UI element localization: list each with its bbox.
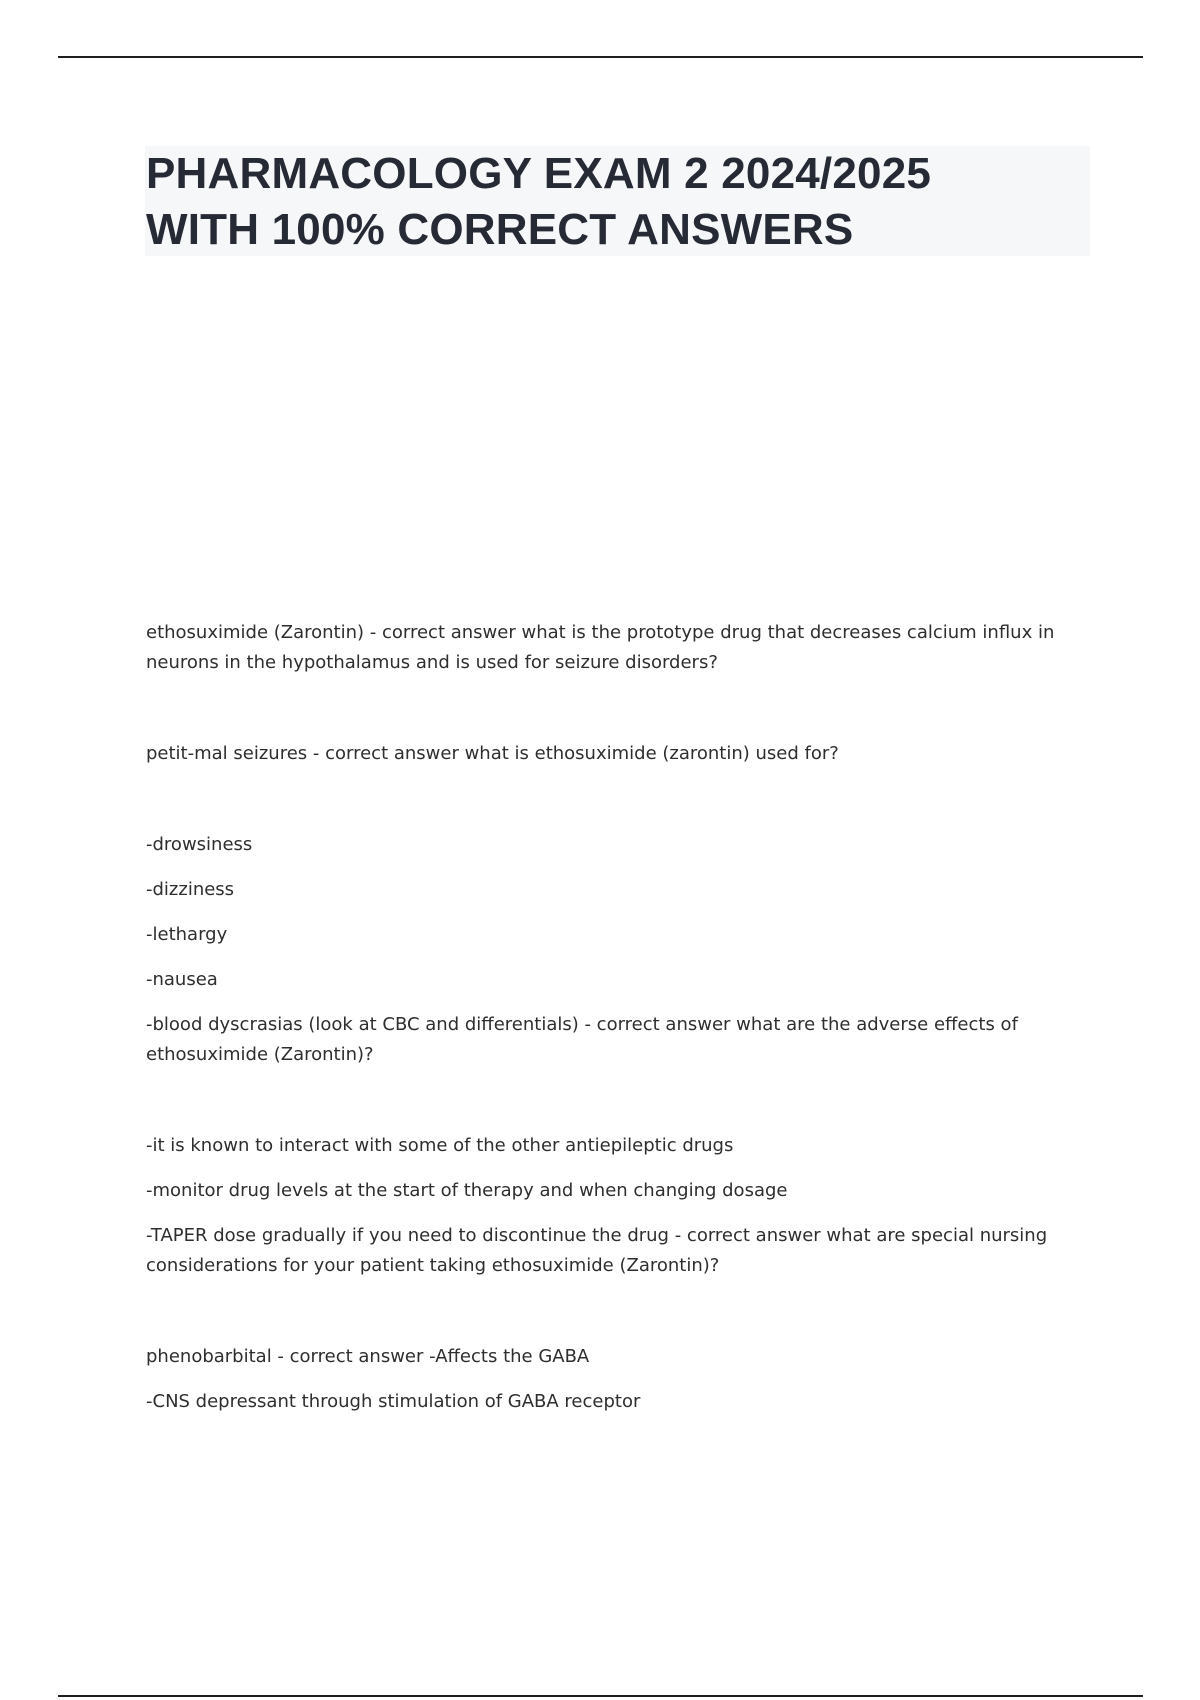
qa-entry [146,830,1076,1070]
entry-paragraph: -TAPER dose gradually if you need to discontinue the drug - correct answer what are special nursing considerations for your patient taking ethosuximide (Zarontin)? [146,1225,1048,1276]
entry-paragraph: -it is known to interact with some of the other antiepileptic drugs [146,1135,734,1156]
entry-paragraph: -lethargy [146,924,228,945]
entry-paragraph: phenobarbital - correct answer -Affects the GABA [146,1346,590,1367]
entry-paragraph: -drowsiness [146,834,253,855]
entry-paragraph: -blood dyscrasias (look at CBC and differentials) - correct answer what are the adverse effects of ethosuximide (Zarontin)? [146,1014,1018,1065]
qa-entry [146,1131,1076,1281]
qa-content [146,618,1076,1417]
document-title-line-2: WITH 100% CORRECT ANSWERS [146,205,854,254]
entry-paragraph: -dizziness [146,879,235,900]
entry-paragraph: -CNS depressant through stimulation of GABA receptor [146,1391,641,1412]
document-title-line-1: PHARMACOLOGY EXAM 2 2024/2025 [146,149,932,198]
entry-paragraph: ethosuximide (Zarontin) - correct answer what is the prototype drug that decreases calcium influx in neurons in the hypothalamus and is used for seizure disorders? [146,622,1055,673]
qa-entry [146,618,1076,678]
qa-entry [146,1342,1076,1417]
qa-entry [146,739,1076,769]
entry-paragraph: -nausea [146,969,218,990]
top-rule [58,56,1143,58]
entry-paragraph: petit-mal seizures - correct answer what is ethosuximide (zarontin) used for? [146,743,839,764]
bottom-rule [58,1695,1143,1697]
entry-paragraph: -monitor drug levels at the start of therapy and when changing dosage [146,1180,788,1201]
